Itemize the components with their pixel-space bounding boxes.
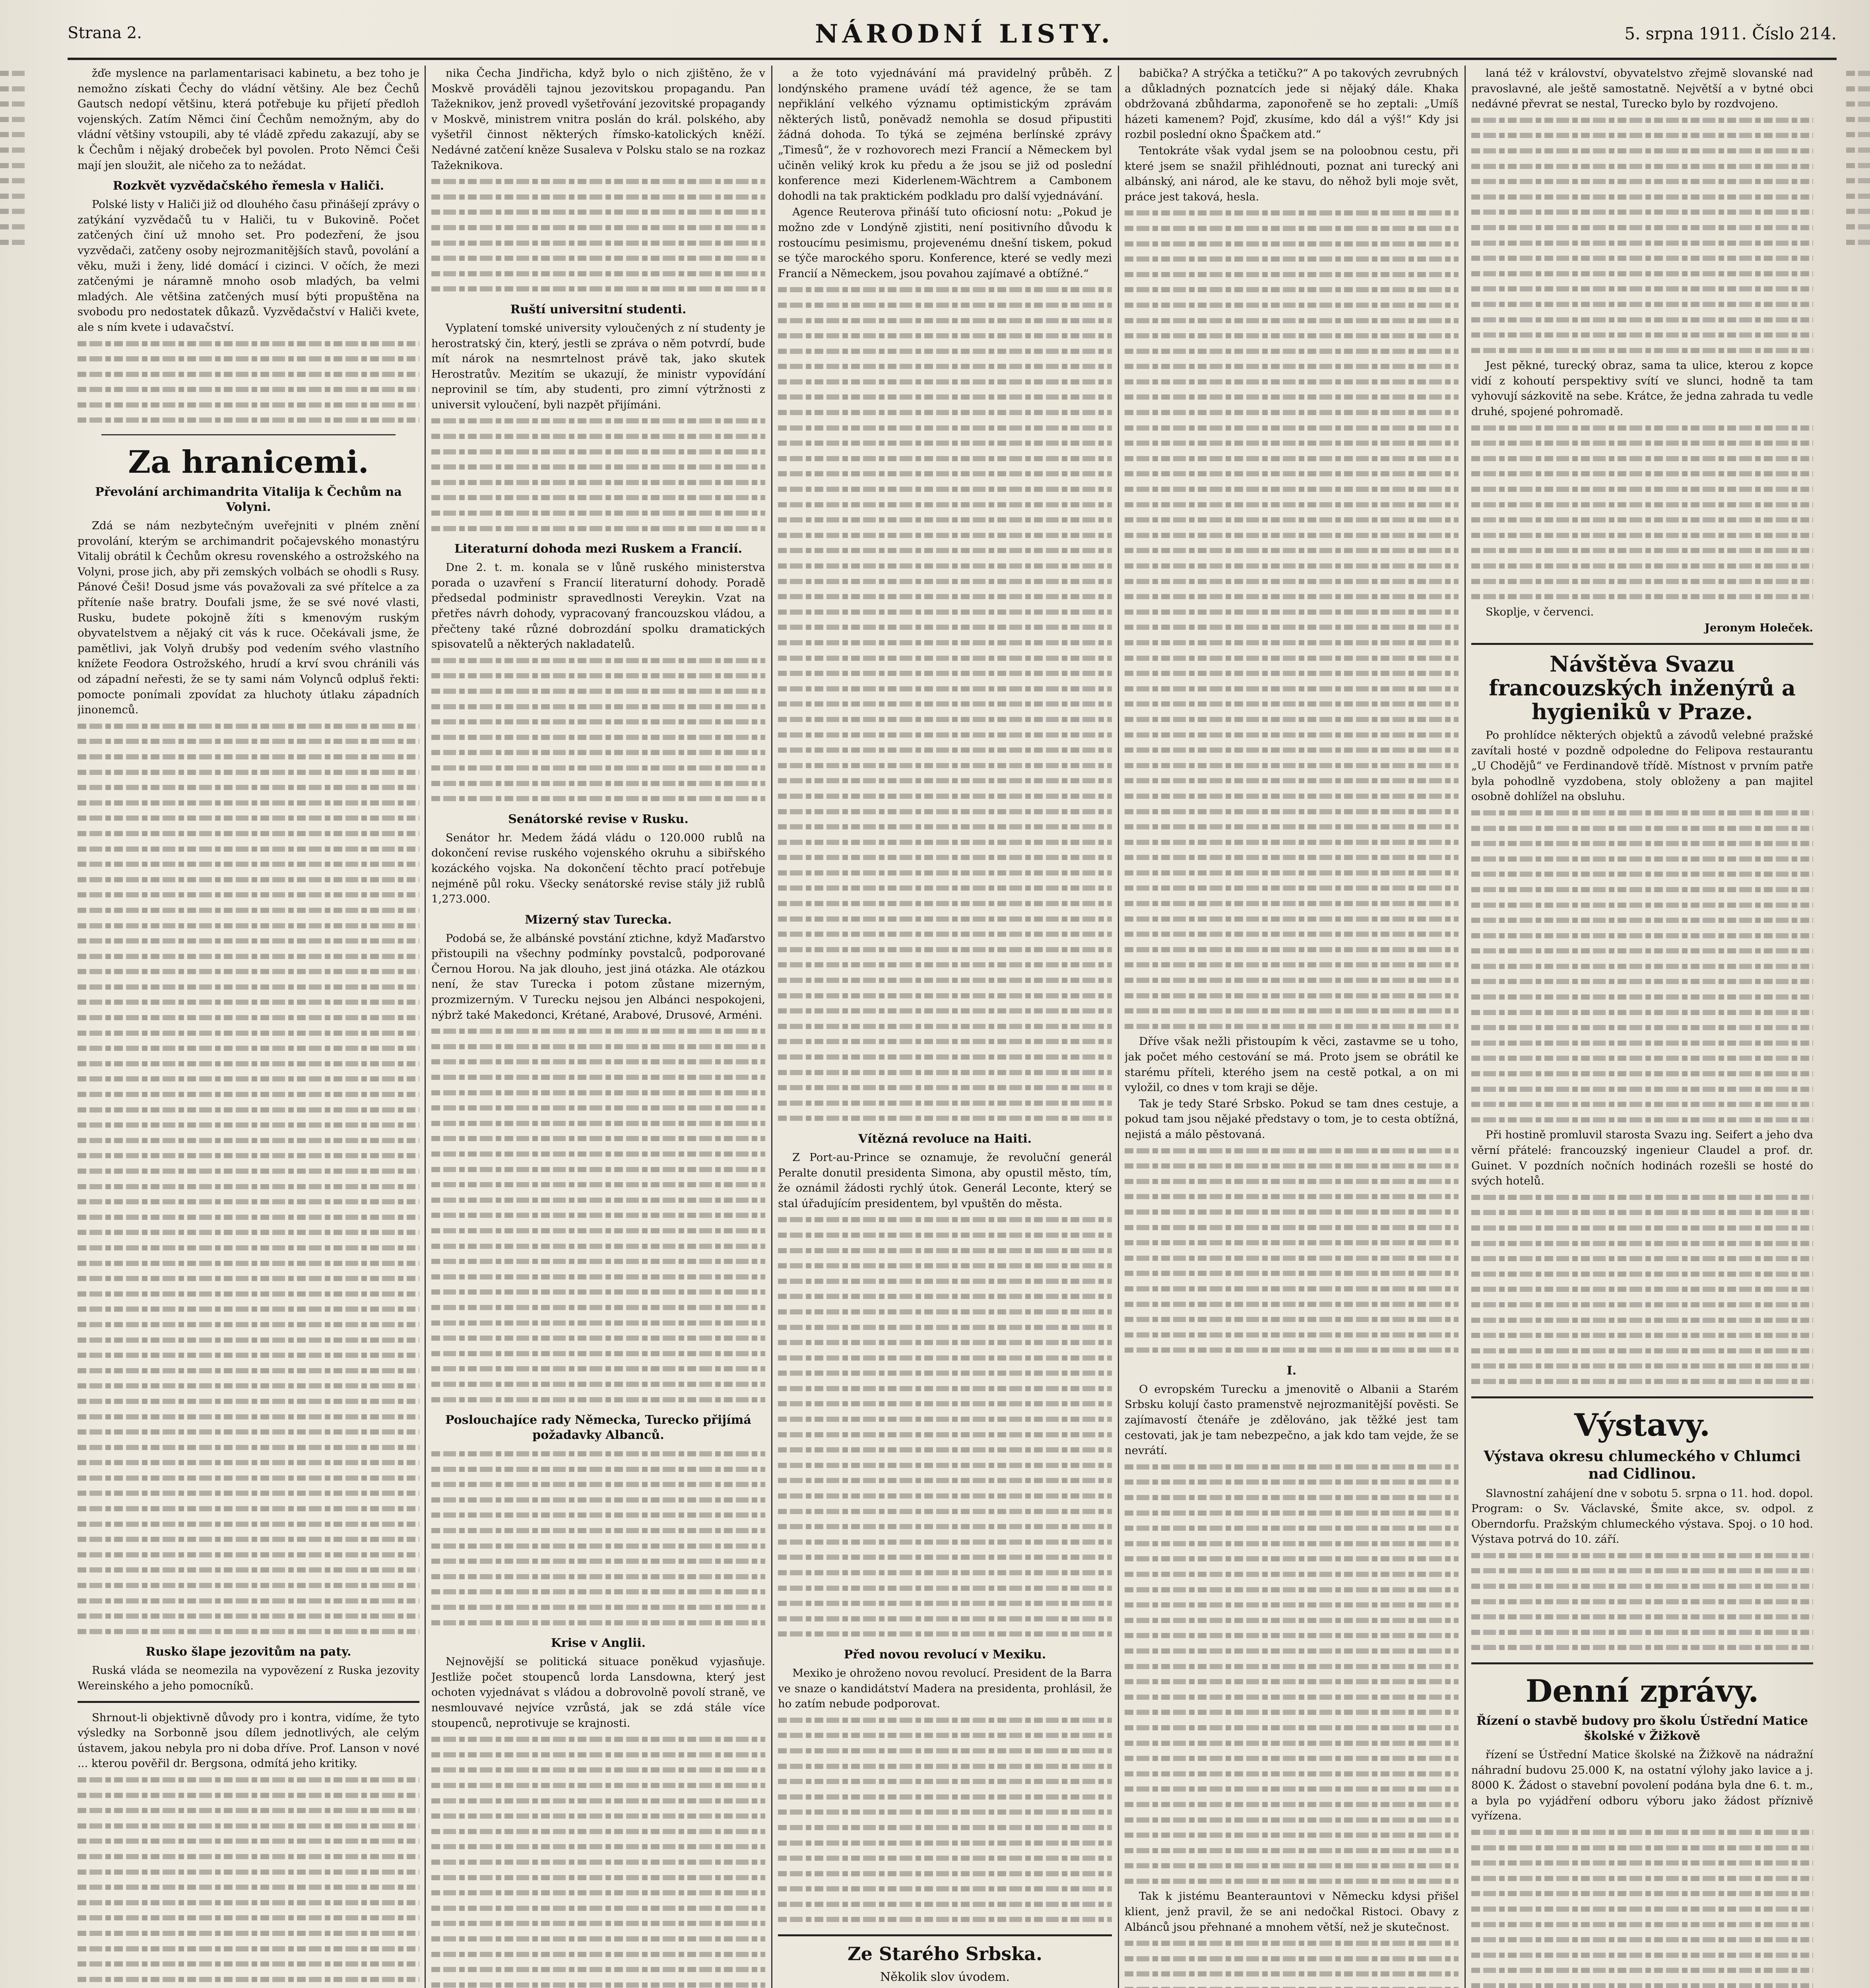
article-text-filler	[431, 413, 765, 536]
article-text-filler	[78, 336, 419, 428]
feuilleton-text: Tak k jistému Beanterauntovi v Německu kdysi přišel klient, jenž pravil, že se ani nedočkal Ristoci. Obavy z Albánců jsou přehnané a mnohem větší, než je skutečnost.	[1125, 1890, 1459, 1934]
feuilleton-text: Dříve však nežli přistoupím k věci, zastavme se u toho, jak počet mého cestování se má. Proto jsem se obrátil ke starému příteli, kterého jsem na cestě potkal, a on mi vyložil, co dnes v tom kraji se děje.	[1125, 1035, 1459, 1094]
section-heading: Mizerný stav Turecka.	[525, 912, 672, 927]
section-heading: Řízení o stavbě budovy pro školu Ústřední Matice školské v Žižkově	[1476, 1714, 1808, 1743]
article-text-filler	[1471, 1190, 1813, 1389]
feuilleton-text-filler	[1125, 205, 1459, 1034]
article-text: Agence Reuterova přináší tuto oficiosní notu: „Pokud je možno zde v Londýně zjistiti, není positivního důvodu k rostoucímu pesimismu, projevenému dnešní tiskem, pokud se týče marockého sporu. Konference, které se vedly mezi Francií a Německem, jsou povahou zajímavé a obtížné.“	[778, 206, 1112, 280]
article-text: Podobá se, že albánské povstání ztichne, když Maďarstvo přistoupili na všechny podmínky povstalců, podporované Černou Horou. Na jak dlouho, jest jiná otázka. Ale otázkou není, že stav Turecka i potom zůstane mizerným, prozmizerným. V Turecku nejsou jen Albánci nespokojeni, nýbrž také Makedonci, Krétané, Arabové, Drusové, Arméni.	[431, 932, 765, 1021]
article-text-filler	[78, 718, 419, 1639]
column-rule	[1118, 66, 1119, 1988]
feuilleton-continuation: laná též v království, obyvatelstvo zřejmě slovanské nad pravoslavné, ale ještě samostatně. Největší a v bytné obci nedávné převrat se nestal, Turecko bylo by rozdvojeno.	[1471, 67, 1813, 111]
article-headline: Návštěva Svazu francouzských inženýrů a hygieniků v Praze.	[1489, 651, 1796, 724]
column-rule	[425, 66, 426, 1988]
section-heading: Senátorské revise v Rusku.	[508, 812, 689, 826]
section-heading: Výstava okresu chlumeckého v Chlumci nad Cidlinou.	[1484, 1448, 1801, 1482]
rubric-heading: Za hranicemi.	[128, 444, 369, 481]
article-text: Polské listy v Haliči již od dlouhého času přinášejí zprávy o zatýkání vyzvědačů tu v Haliči, tu v Bukovině. Počet zatčených činí už mnoho set. Pro podezření, že jsou vyzvědači, zatčeny osoby nejrozmanitějších stavů, povolání a věku, muži i ženy, lidé domácí i cizinci. V očích, že mezi zatčenými je náramně mnoho osob mladých, ba velmi mladých. Ale většina zatčených musí býti propuštěna na svobodu pro nedostatek důkazů. Vyzvědačství v Haliči kvete, ale s ním kvete i udavačství.	[78, 198, 419, 334]
article-text-filler	[431, 1732, 765, 1988]
article-text: řízení se Ústřední Matice školské na Žižkově na nádražní náhradní budovu 25.000 K, na ostatní výlohy jako lavice a j. 8000 K. Žádost o stavební povolení podána byla dne 6. t. m., a byla po vyjádření odboru výboru jako žádost příznivě vyřízena.	[1471, 1748, 1813, 1823]
section-heading: Krise v Anglii.	[551, 1636, 646, 1650]
feuilleton-rule	[78, 1701, 419, 1703]
section-heading: Poslouchajíce rady Německa, Turecko přijímá požadavky Albanců.	[445, 1413, 751, 1442]
feuilleton-part-numeral: I.	[1286, 1363, 1297, 1378]
newspaper-title: NÁRODNÍ LISTY.	[815, 19, 1114, 49]
article-text-filler	[431, 174, 765, 297]
article-text: Nejnovější se politická situace poněkud vyjasňuje. Jestliže počet stoupenců lorda Lansdowna, který jest ochoten vyjednávat s vládou a dobrovolně povolí straně, ve nesmlouvavé nejvíce vzrůstá, jak se zdá stále více stoupenců, neprotivuje se krajnosti.	[431, 1655, 765, 1730]
article-text-filler	[1471, 1548, 1813, 1655]
feuilleton-text: O evropském Turecku a jmenovitě o Albanii a Starém Srbsku kolují často pramenstvě nejrozmanitější pověsti. Se zajímavostí čtenáře je zdělováno, jak těžké jest tam cestovati, jak je tam nebezpečno, a jak kdo tam vejde, že se nevrátí.	[1125, 1382, 1459, 1457]
section-divider	[101, 434, 396, 435]
article-text-filler	[778, 1712, 1112, 1927]
page-number-label: Strana 2.	[68, 24, 142, 42]
feuilleton-signature: Jeronym Holeček.	[1704, 621, 1813, 635]
article-continuation: žďe myslence na parlamentarisaci kabinetu, a bez toho je nemožno získati Čechy do vládní většiny. Ale bez Čechů Gautsch nedopí většinu, která potřebuje ku přijetí předloh vojenských. Zatím Němci činí Čechům nemožným, aby do vládní většiny vstoupili, aby té vládě zpředu zakazují, aby se k Čechům i nějaký drobeček byl povolen. Proto Němci Češi mají jen sloužit, ale ničeho za to nežádat.	[78, 67, 419, 172]
column-rule	[771, 66, 772, 1988]
article-text-filler	[1471, 1825, 1813, 1988]
adjacent-page-fragment-right	[1846, 66, 1870, 1988]
section-rule	[1471, 643, 1813, 645]
column-5	[1471, 66, 1813, 1988]
feuilleton-continuation: babička? A strýčka a tetičku?“ A po takových zevrubných a důkladných poznatcích jede si nějaký dále. Khaka obdržovaná zbůhdarma, zaponořeně se ho zeptali: „Umíš házeti kamenem? Pojď, zkusíme, kdo dál a výš!“ Kdy jsi rozbil poslední okno Špačkem atd.“	[1125, 67, 1459, 141]
article-text-filler	[778, 282, 1112, 1126]
article-text: Vyplatení tomské university vyloučených z ní studenty je herostratský čin, který, jestli se zpráva o něm potvrdí, bude mít nárok na nesmrtelnost právě tak, jako skutek Herostratův. Mezitím se ukazují, že ministr vypovídání neprovinil se tím, aby studenti, pro zimní výtržnosti z universit vyloučení, byli nazpět přijímáni.	[431, 321, 765, 411]
page-header	[68, 12, 1837, 60]
feuilleton-text: Tentokráte však vydal jsem se na poloobnou cestu, při které jsem se snažil přihlédnouti, poznat ani turecký ani albánský, ani národ, ale ke stavu, do něhož byli moje svět, práce jest taková, hesla.	[1125, 144, 1459, 203]
section-heading: Vítězná revoluce na Haiti.	[858, 1132, 1032, 1146]
adjacent-page-fragment-left	[0, 66, 28, 1988]
feuilleton-place-date: Skoplje, v červenci.	[1486, 605, 1594, 618]
section-heading: Rusko šlape jezovitům na paty.	[145, 1645, 351, 1659]
column-rule	[1465, 66, 1466, 1988]
article-continuation: a že toto vyjednávání má pravidelný průběh. Z londýnského pramene uvádí též agence, že se tam nepřiklání velkého významu optimistickým zprávám některých listů, poněvadž nemohla se dosud připustiti žádná dohoda. To týká se zejména berlínské zprávy „Timesů“, že v rozhovorech mezi Francií a Německem byl učiněn veliký krok ku předu a že jsou se již od poslední konference mezi Kiderlenem-Wächtrem a Cambonem dohodli na tak praktickém podkladu pro další vyjednávání.	[778, 67, 1112, 202]
column-3	[778, 66, 1112, 1988]
column-4	[1125, 66, 1459, 1988]
feuilleton-text-filler	[1125, 1459, 1459, 1889]
article-text-filler	[778, 1212, 1112, 1642]
article-text: Ruská vláda se neomezila na vypovězení z Ruska jezovity Wereinského a jeho pomocníků.	[78, 1664, 419, 1692]
article-continuation: nika Čecha Jindřicha, když bylo o nich zjištěno, že v Moskvě prováděli tajnou jezovitskou propagandu. Pan Tažeknikov, jenž provedl vyšetřování jezovitské propagandy v Moskvě, ministrem vnitra poslán do král. polského, aby vyšetřil činnost některých římsko-katolických kněží. Nedávné zatčení kněze Susaleva v Polsku stalo se na rozkaz Tažeknikova.	[431, 67, 765, 172]
section-heading: Převolání archimandrita Vitalija k Čechům na Volyni.	[95, 485, 402, 514]
article-text: Z Port-au-Prince se oznamuje, že revoluční generál Peralte donutil presidenta Simona, aby opustil město, tím, že oznámil žádosti rychlý útok. Generál Leconte, který se stal úřadujícím presidentem, byl vpuštěn do města.	[778, 1151, 1112, 1210]
rubric-heading: Výstavy.	[1574, 1407, 1710, 1443]
column-1	[78, 66, 419, 1988]
feuilleton-text-filler	[78, 1772, 419, 1988]
section-rule	[1471, 1396, 1813, 1398]
feuilleton-title: Ze Starého Srbska.	[848, 1943, 1042, 1965]
feuilleton-text-filler	[1471, 113, 1813, 358]
article-text-filler	[431, 653, 765, 806]
feuilleton-text: Shrnout-li objektivně důvody pro i kontra, vidíme, že tyto výsledky na Sorbonně jsou dílem jednotlivých, ale celým ústavem, jakou nebyla pro ni doba dříve. Prof. Lanson v nové ... kterou pověřil dr. Bergsona, odmítá jeho kritiky.	[78, 1711, 419, 1770]
column-2	[431, 66, 765, 1988]
feuilleton-text-filler	[1471, 420, 1813, 604]
article-text: Senátor hr. Medem žádá vládu o 120.000 rublů na dokončení revise ruského vojenského okruhu a sibiřského kozáckého vojska. Na dokončení těchto prací potřebuje nejméně půl roku. Všecky senátorské revise stály již rublů 1,273.000.	[431, 831, 765, 906]
feuilleton-text: Jest pěkné, turecký obraz, sama ta ulice, kterou z kopce vidí z kohoutí perspektivy svítí ve slunci, hodně ta tam vyhovují sázkovitě na sebe. Krátce, že jedna zahrada tu vedle druhé, spojené pohromadě.	[1471, 359, 1813, 418]
feuilleton-subtitle: Několik slov úvodem.	[880, 1970, 1010, 1984]
section-rule	[1471, 1662, 1813, 1664]
feuilleton-rule	[778, 1934, 1112, 1936]
feuilleton-text-filler	[1125, 1936, 1459, 1988]
article-text: Zdá se nám nezbytečným uveřejniti v plném znění provolání, kterým se archimandrit počajevského monastýru Vitalij obrátil k Čechům okresu rovenského a ostrožského na Volyni, prose jich, aby při zemských volbách se ohodli s Rusy. Pánové Češi! Dosud jsme vás považovali za své přítelce a za příteníe naše bratry. Doufali jsme, že se své nové vlasti, Rusku, budete pokojně žíti s kmenovým ruským obyvatelstvem a nějaký cit vás k ruce. Očekávali jsme, že pamětlivi, jak Volyň drubšy pod vedením svého vlastního knížete Feodora Ostrožského, hrudí a krví svou chránili vás od západní neřesti, že se ty sami nám Volynců odpluš řekti: pomocte ponímali zpovídat za hluchoty útlaku západních jinonemců.	[78, 519, 419, 716]
article-text-filler	[431, 1023, 765, 1407]
section-heading: Ruští universitní studenti.	[510, 302, 687, 316]
article-text: Mexiko je ohroženo novou revolucí. President de la Barra ve snaze o kandidátství Madera na presidenta, prohlásil, že ho zatím nebude podporovat.	[778, 1666, 1112, 1710]
article-text-filler	[431, 1446, 765, 1630]
article-text: Při hostině promluvil starosta Svazu ing. Seifert a jeho dva věrní přátelé: francouzský ingenieur Claudel a prof. dr. Guinet. V pozdních nočních hodinách rozešli se hosté do svých hotelů.	[1471, 1128, 1813, 1188]
article-text: Slavnostní zahájení dne v sobotu 5. srpna o 11. hod. dopol. Program: o Sv. Václavské, Šmite akce, sv. odpol. z Oberndorfu. Pražským chlumeckého výstava. Spoj. o 10 hod. Výstava potrvá do 10. září.	[1471, 1487, 1813, 1546]
feuilleton-text-filler	[1125, 1143, 1459, 1358]
feuilleton-text: Tak je tedy Staré Srbsko. Pokud se tam dnes cestuje, a pokud tam jsou nějaké představy o tom, je to cesta obtížná, nejistá a málo pěstovaná.	[1125, 1097, 1459, 1141]
article-text: Dne 2. t. m. konala se v lůně ruského ministerstva porada o uzavření s Francií literaturní dohody. Poradě předsedal podministr spravedlnosti Vereykin. Vzat na přetřes návrh dohody, vypracovaný francouzskou vládou, a přečteny také různé dobrozdání spolku dramatických spisovatelů a některých nakladatelů.	[431, 561, 765, 651]
section-heading: Literaturní dohoda mezi Ruskem a Francií.	[454, 542, 743, 556]
section-heading: Rozkvět vyzvědačského řemesla v Haliči.	[113, 179, 384, 193]
article-text: Po prohlídce některých objektů a závodů velebné pražské zavítali hosté v pozdně odpoledne do Felipova restaurantu „U Chodějů“ ve Ferdinandově třídě. Místnost v prvním patře byla pohodlně vyzdobena, stoly obloženy a pan majitel osobně dohlížel na obsluhu.	[1471, 728, 1813, 803]
rubric-heading: Denní zprávy.	[1525, 1673, 1759, 1710]
article-text-filler	[1471, 805, 1813, 1127]
section-heading: Před novou revolucí v Mexiku.	[844, 1647, 1046, 1662]
issue-date-number: 5. srpna 1911. Číslo 214.	[1624, 24, 1837, 43]
